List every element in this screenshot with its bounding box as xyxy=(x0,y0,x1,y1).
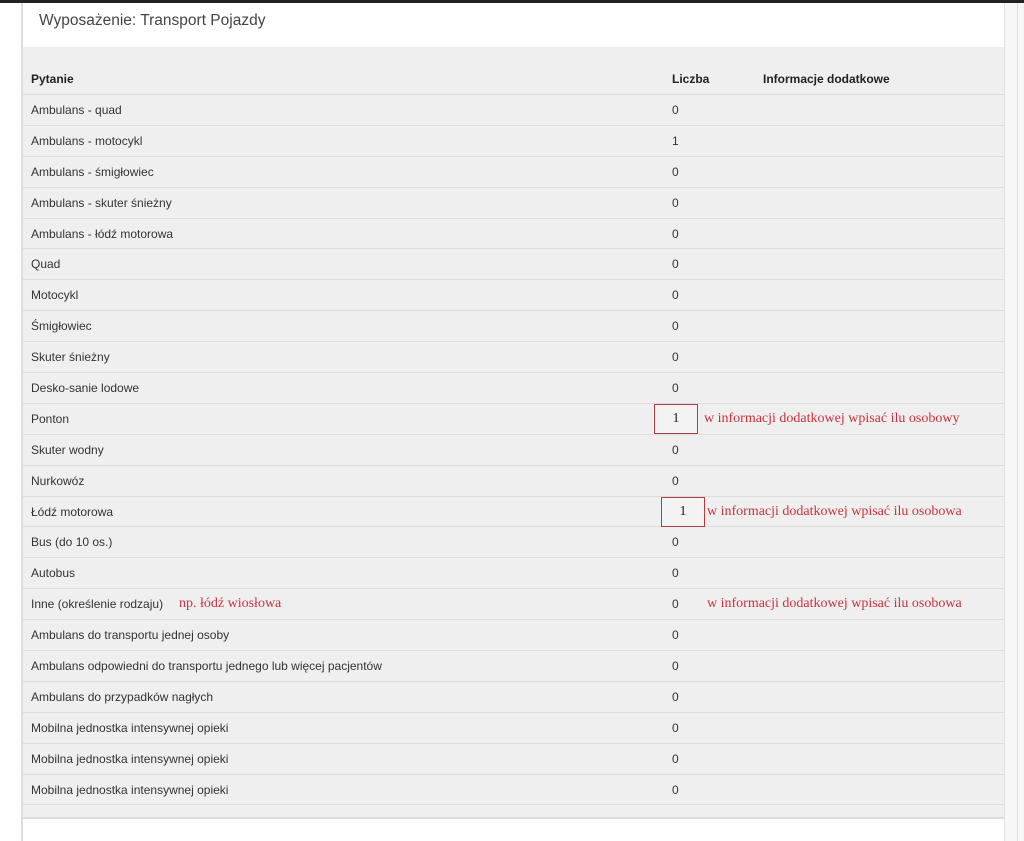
row-count: 0 xyxy=(672,319,679,334)
table-row xyxy=(23,775,1004,806)
row-question: Ambulans - skuter śnieżny xyxy=(31,195,172,210)
row-question: Nurkowóz xyxy=(31,473,85,488)
info-annotation: w informacji dodatkowej wpisać ilu osobowy xyxy=(704,410,960,426)
table-row xyxy=(23,713,1004,744)
row-count-highlighted: 1 xyxy=(654,404,698,434)
row-question: Mobilna jednostka intensywnej opieki xyxy=(31,782,229,797)
row-count: 1 xyxy=(672,133,679,148)
row-count: 0 xyxy=(672,782,679,797)
table-row xyxy=(23,373,1004,404)
row-question: Autobus xyxy=(31,566,76,581)
transport-table xyxy=(23,47,1004,819)
row-question: Ambulans do transportu jednej osoby xyxy=(31,628,230,643)
row-count: 0 xyxy=(672,597,679,612)
row-count: 0 xyxy=(672,720,679,735)
table-row xyxy=(23,188,1004,219)
row-count: 0 xyxy=(672,473,679,488)
row-count: 0 xyxy=(672,566,679,581)
table-row xyxy=(23,249,1004,280)
table-row xyxy=(23,744,1004,775)
table-row xyxy=(23,558,1004,589)
row-question: Mobilna jednostka intensywnej opieki xyxy=(31,720,229,735)
panel-title: Wyposażenie: Transport Pojazdy xyxy=(39,12,266,29)
table-row xyxy=(23,527,1004,558)
table-row xyxy=(23,651,1004,682)
row-count: 0 xyxy=(672,164,679,179)
row-count: 0 xyxy=(672,442,679,457)
row-question: Ambulans - śmigłowiec xyxy=(31,164,154,179)
row-question: Łódź motorowa xyxy=(31,504,114,519)
row-question: Desko-sanie lodowe xyxy=(31,380,140,395)
table-row xyxy=(23,95,1004,126)
row-count: 0 xyxy=(672,288,679,303)
row-count: 0 xyxy=(672,658,679,673)
row-question: Ambulans - motocykl xyxy=(31,133,143,148)
table-row xyxy=(23,219,1004,250)
header-question: Pytanie xyxy=(31,71,74,86)
row-count: 0 xyxy=(672,195,679,210)
header-count: Liczba xyxy=(672,71,710,86)
row-question: Ambulans - quad xyxy=(31,102,122,117)
row-count: 0 xyxy=(672,535,679,550)
row-count: 0 xyxy=(672,350,679,365)
table-row xyxy=(23,342,1004,373)
row-question: Inne (określenie rodzaju) xyxy=(31,597,164,612)
table-row xyxy=(23,497,1004,528)
row-question: Ambulans - łódź motorowa xyxy=(31,226,174,241)
row-count: 0 xyxy=(672,689,679,704)
row-question: Mobilna jednostka intensywnej opieki xyxy=(31,751,229,766)
table-row xyxy=(23,682,1004,713)
row-count: 0 xyxy=(672,380,679,395)
row-question: Ambulans do przypadków nagłych xyxy=(31,689,214,704)
table-row xyxy=(23,126,1004,157)
table-row xyxy=(23,466,1004,497)
row-count: 0 xyxy=(672,102,679,117)
row-question: Śmigłowiec xyxy=(31,319,92,334)
row-count-highlighted: 1 xyxy=(661,497,705,527)
info-annotation: w informacji dodatkowej wpisać ilu osobowa xyxy=(707,503,962,519)
header-info: Informacje dodatkowe xyxy=(763,71,890,86)
table-row xyxy=(23,435,1004,466)
row-question: Motocykl xyxy=(31,288,79,303)
row-count: 0 xyxy=(672,751,679,766)
row-question: Ambulans odpowiedni do transportu jednego lub więcej pacjentów xyxy=(31,658,382,673)
row-question: Quad xyxy=(31,257,61,272)
table-row xyxy=(23,311,1004,342)
info-annotation: w informacji dodatkowej wpisać ilu osobowa xyxy=(707,596,962,612)
table-header xyxy=(23,63,1004,95)
table-row xyxy=(23,620,1004,651)
row-question: Skuter śnieżny xyxy=(31,350,110,365)
row-count: 0 xyxy=(672,226,679,241)
row-question: Ponton xyxy=(31,411,70,426)
table-row xyxy=(23,404,1004,435)
table-row xyxy=(23,280,1004,311)
row-question: Skuter wodny xyxy=(31,442,104,457)
question-annotation: np. łódź wiosłowa xyxy=(179,596,282,612)
row-count: 0 xyxy=(672,257,679,272)
table-row xyxy=(23,589,1004,620)
row-count: 0 xyxy=(672,628,679,643)
table-row xyxy=(23,157,1004,188)
row-question: Bus (do 10 os.) xyxy=(31,535,113,550)
equipment-panel xyxy=(21,3,1004,841)
scrollbar-track[interactable] xyxy=(1004,3,1024,841)
